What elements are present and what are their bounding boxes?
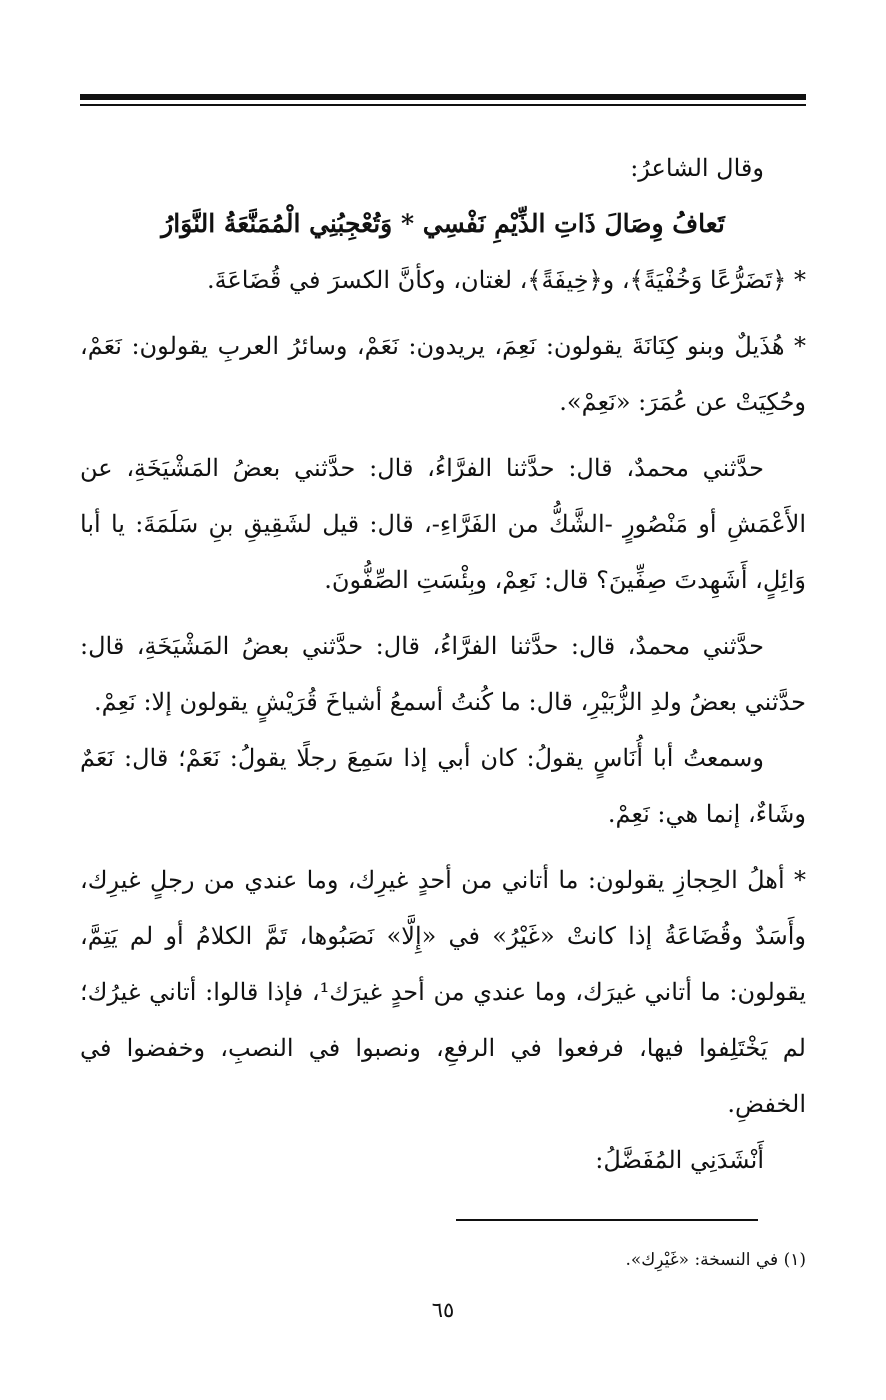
- paragraph-hijaz: * أهلُ الحِجازِ يقولون: ما أتاني من أحدٍ غيرِك، وما عندي من رجلٍ غيرِك، وأَسَدٌ وقُضَاعَةُ إذا كانتْ «غَيْرُ» في «إِلَّا» نَصَبُوها، تَمَّ الكلامُ أو لم يَتِمَّ، يقولون: ما أتاني غيرَك، وما عندي من أحدٍ غيرَك¹، فإذا قالوا: أتاني غيرُك؛ لم يَخْتَلِفوا فيها، فرفعوا في الرفعِ، ونصبوا في النصبِ، وخفضوا في الخفضِ.: [80, 866, 806, 1118]
- paragraph-abu-unas: وسمعتُ أبا أُنَاسٍ يقولُ: كان أبي إذا سَمِعَ رجلًا يقولُ: نَعَمْ؛ قال: نَعَمٌ وشَاءٌ، إنما هي: نَعِمْ.: [80, 744, 806, 828]
- body-text: [80, 140, 806, 1188]
- header-rule-thick: [80, 94, 806, 100]
- paragraph-hadith-1: حدَّثني محمدٌ، قال: حدَّثنا الفرَّاءُ، قال: حدَّثني بعضُ المَشْيَخَةِ، عن الأَعْمَشِ أو مَنْصُورٍ -الشَّكُّ من الفَرَّاءِ-، قال: قيل لشَقِيقِ بنِ سَلَمَةَ: يا أبا وَائِلٍ، أَشَهِدتَ صِفِّينَ؟ قال: نَعِمْ، وبِئْسَتِ الصِّفُّونَ.: [80, 454, 806, 594]
- page-number: ٦٥: [431, 1298, 455, 1322]
- paragraph-hadith-2: حدَّثني محمدٌ، قال: حدَّثنا الفرَّاءُ، قال: حدَّثني بعضُ المَشْيَخَةِ، قال: حدَّثني بعضُ ولدِ الزُّبَيْرِ، قال: ما كُنتُ أسمعُ أشياخَ قُرَيْشٍ يقولون إلا: نَعِمْ.: [80, 632, 806, 716]
- paragraph-hudhayl: * هُذَيلٌ وبنو كِنَانَةَ يقولون: نَعِمَ، يريدون: نَعَمْ، وسائرُ العربِ يقولون: نَعَمْ، وحُكِيَتْ عن عُمَرَ: «نَعِمْ».: [80, 332, 806, 416]
- footnote-rule: [456, 1219, 758, 1221]
- paragraph-tadarru: * ﴿تَضَرُّعًا وَخُفْيَةً﴾، و﴿خِيفَةً﴾، لغتان، وكأنَّ الكسرَ في قُضَاعَةَ.: [206, 266, 806, 294]
- header-rule-thin: [80, 104, 806, 106]
- footnote: (١) في النسخة: «غَيْرِك».: [625, 1250, 806, 1270]
- poetry-verse: تَعافُ وِصَالَ ذَاتِ الذِّيْمِ نَفْسِي * وَتُعْجِبُنِي الْمُمَنَّعَةُ النَّوَارُ: [161, 209, 725, 238]
- paragraph-mufaddal: أَنْشَدَنِي المُفَضَّلُ:: [595, 1146, 764, 1174]
- poet-intro: وقال الشاعرُ:: [630, 154, 764, 182]
